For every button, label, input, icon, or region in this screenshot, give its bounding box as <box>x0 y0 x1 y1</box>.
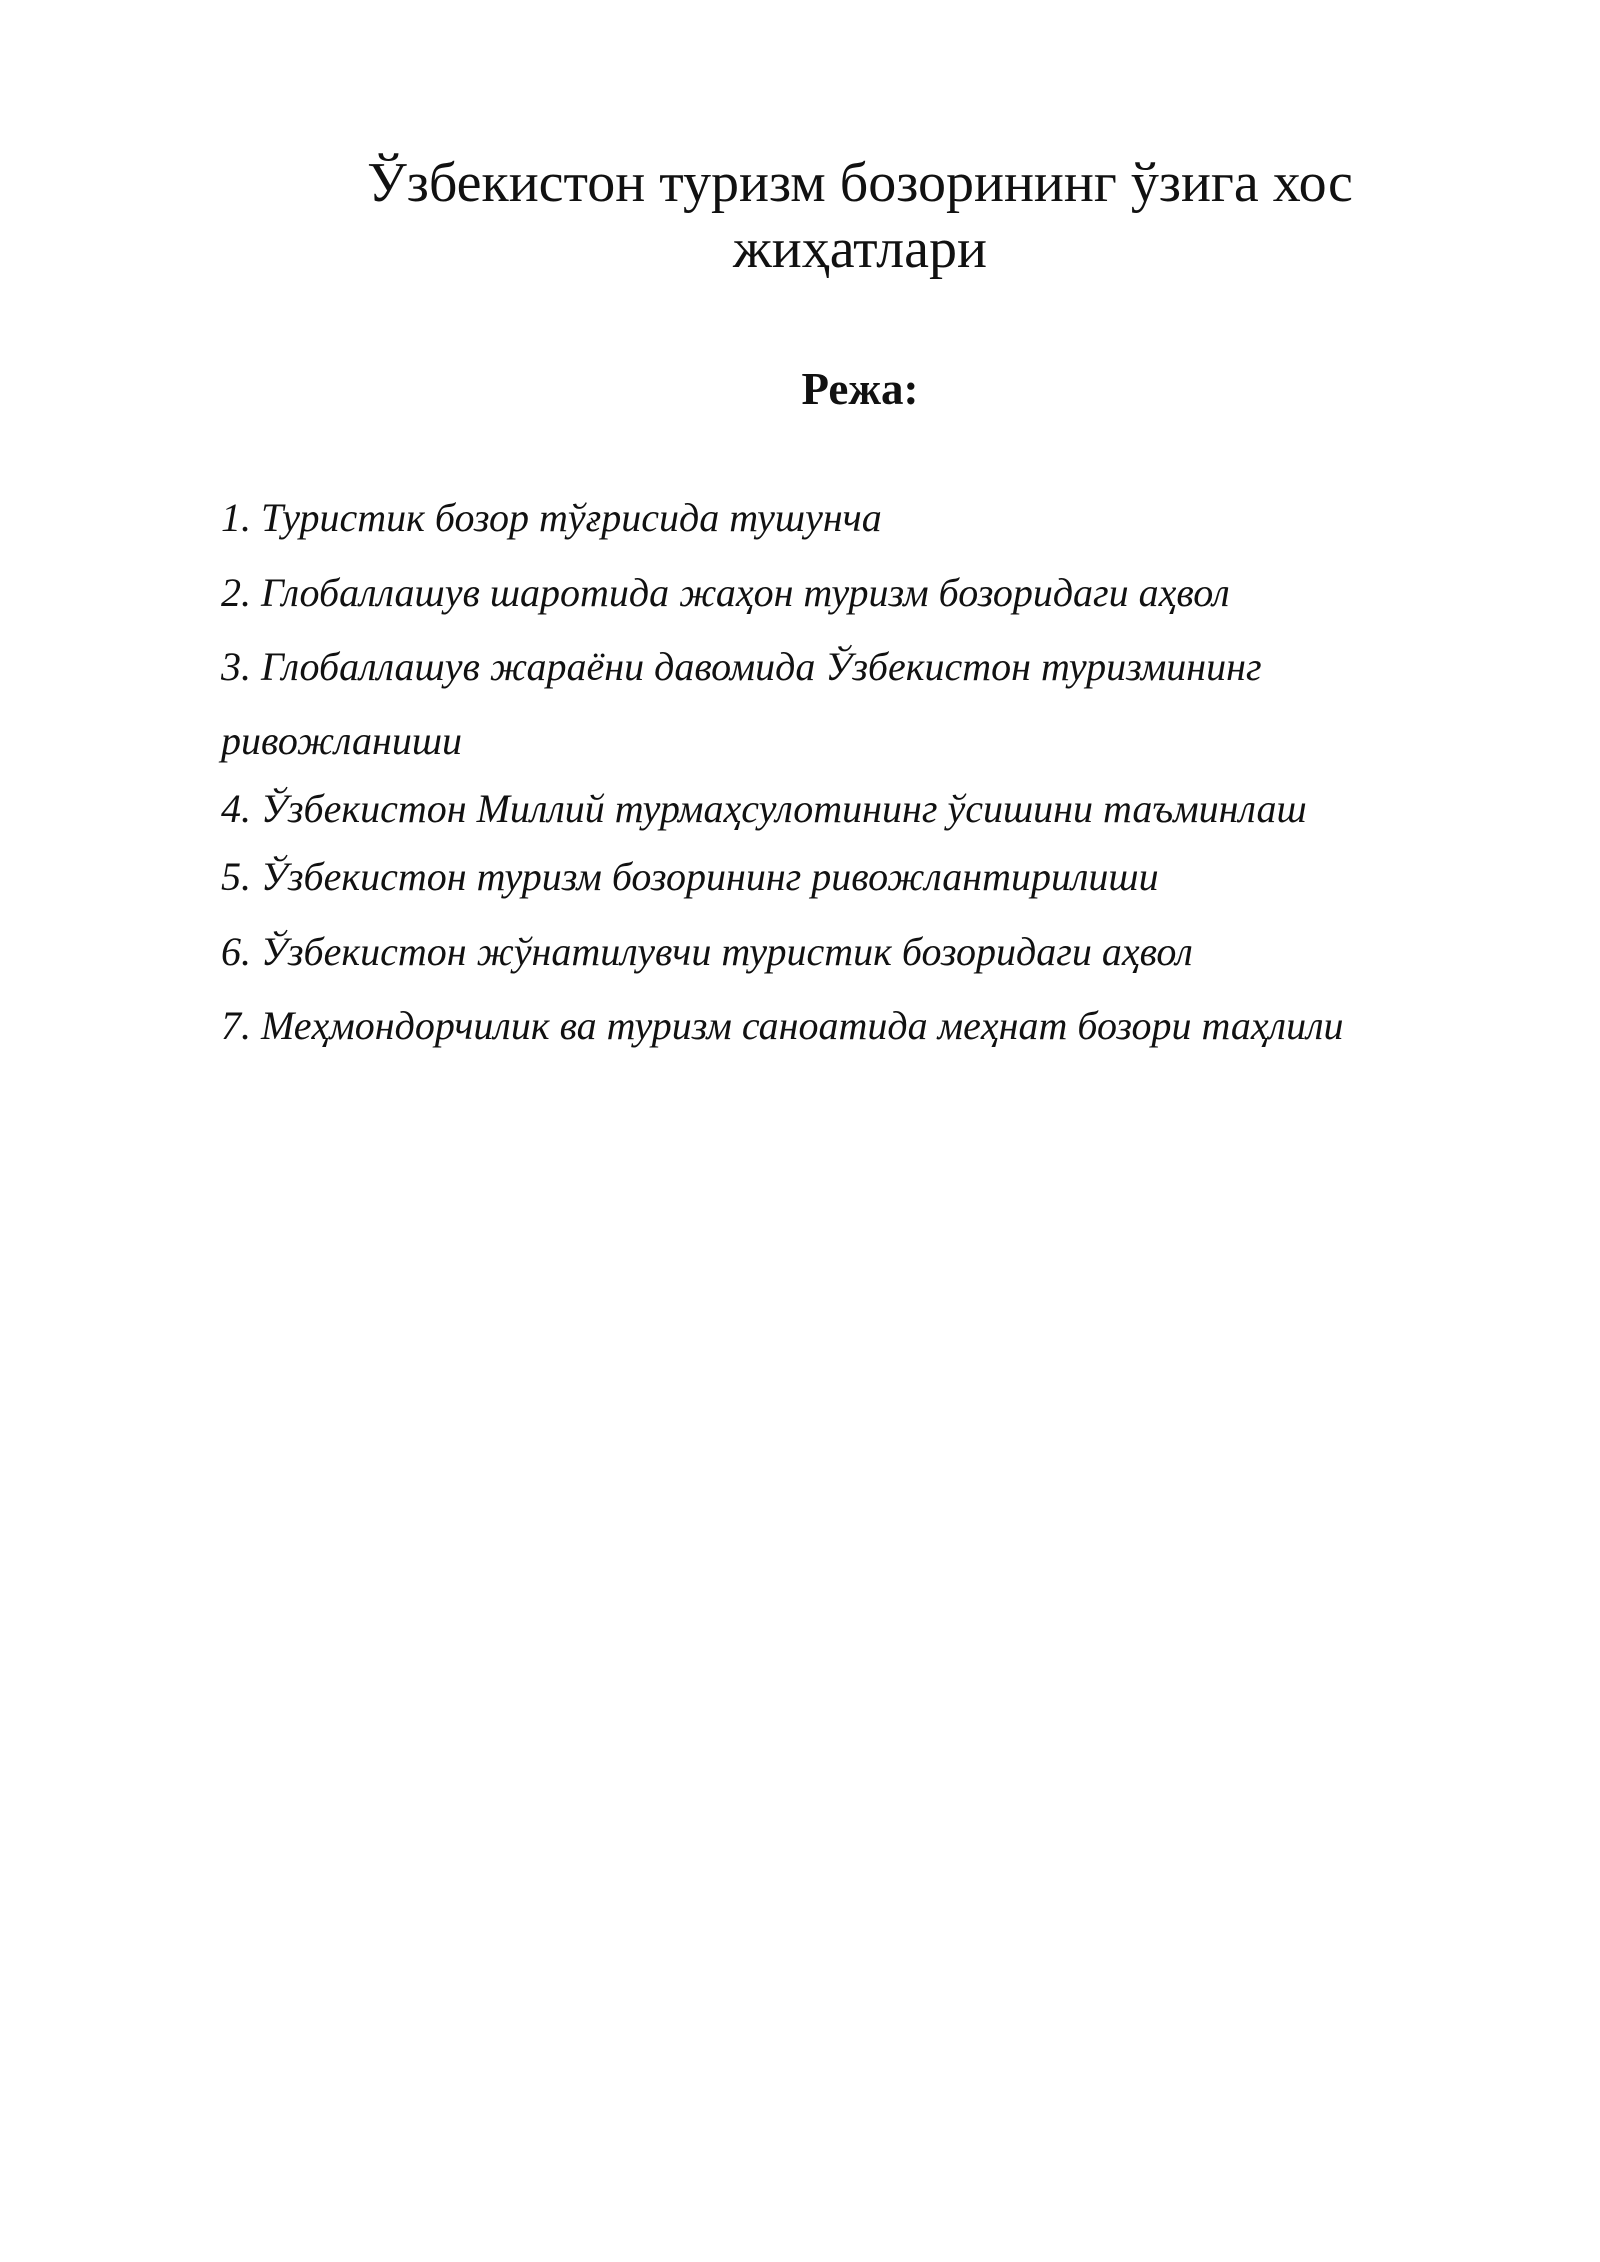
plan-item-5: 5. Ўзбекистон туризм бозорининг ривожлантирилиши <box>221 854 1159 899</box>
plan-item-3: 3. Глобаллашув жараёни давомида Ўзбекистон туризмининг <box>221 644 1262 689</box>
plan-item-4: 4. Ўзбекистон Миллий турмаҳсулотининг ўсишини таъминлаш <box>221 786 1307 831</box>
plan-item-2: 2. Глобаллашув шаротида жаҳон туризм бозоридаги аҳвол <box>221 570 1230 615</box>
plan-item-7: 7. Меҳмондорчилик ва туризм саноатида меҳнат бозори таҳлили <box>221 1003 1344 1048</box>
plan-item-1: 1. Туристик бозор тўғрисида тушунча <box>221 495 882 540</box>
plan-item-3-continuation: ривожланиши <box>221 718 463 763</box>
plan-heading: Режа: <box>801 364 919 414</box>
document-title: Ўзбекистон туризм бозорининг ўзига хос жиҳатлари <box>367 152 1353 280</box>
plan-item-6: 6. Ўзбекистон жўнатилувчи туристик бозоридаги аҳвол <box>221 929 1193 974</box>
